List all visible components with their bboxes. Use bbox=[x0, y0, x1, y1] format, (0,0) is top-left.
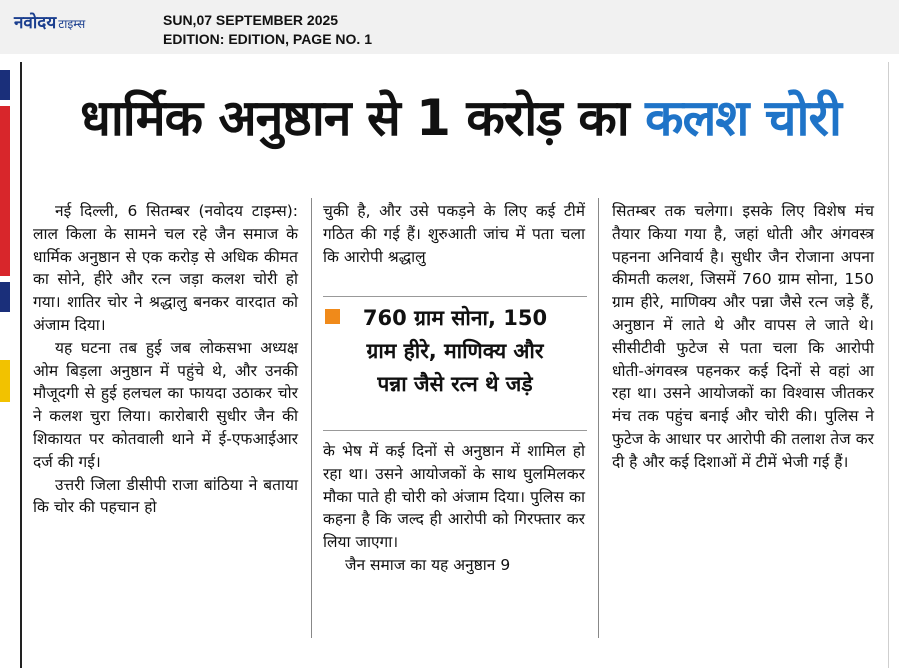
logo-main-text: नवोदय bbox=[14, 13, 57, 33]
subhead-line: पन्ना जैसे रत्न थे जड़े bbox=[377, 372, 533, 396]
paragraph: नई दिल्ली, 6 सितम्बर (नवोदय टाइम्स): लाल किला के सामने चल रहे जैन समाज के धार्मिक अनुष्ठान से एक करोड़ से अधिक कीमत का सोने, हीरे और रत्न जड़ा कलश चोरी हो गया। शातिर चोर ने श्रद्धालु बनकर वारदात को अंजाम दिया। bbox=[33, 202, 298, 334]
article-column-1 bbox=[33, 200, 298, 519]
adjacent-page-edge bbox=[0, 62, 12, 422]
date-line: SUN,07 SEPTEMBER 2025 bbox=[163, 12, 339, 28]
paragraph: के भेष में कई दिनों से अनुष्ठान में शामिल हो रहा था। उसने आयोजकों के साथ घुलमिलकर मौका पाते ही चोरी को अंजाम दिया। पुलिस का कहना है कि जल्द ही आरोपी को गिरफ्तार कर लिया जाएगा। bbox=[323, 442, 585, 552]
subhead-line: ग्राम हीरे, माणिक्य और bbox=[366, 339, 544, 363]
paragraph: चुकी है, और उसे पकड़ने के लिए कई टीमें गठित की गई हैं। शुरुआती जांच में पता चला कि आरोपी श्रद्धालु bbox=[323, 202, 585, 266]
paragraph: उत्तरी जिला डीसीपी राजा बांठिया ने बताया कि चोर की पहचान हो bbox=[33, 475, 298, 517]
subhead-line: 760 ग्राम सोना, 150 bbox=[362, 306, 548, 330]
paragraph: यह घटना तब हुई जब लोकसभा अध्यक्ष ओम बिड़ला अनुष्ठान में पहुंचे थे, और उनकी मौजूदगी से हुई हलचल का फायदा उठाकर चोर ने कलश चुरा लिया। कारोबारी सुधीर जैन की शिकायत पर कोतवाली थाने में ई-एफआईआर दर्ज की गई। bbox=[33, 338, 298, 471]
subhead-rule bbox=[323, 430, 587, 431]
logo-sub-text: टाइम्स bbox=[58, 17, 86, 31]
newspaper-logo bbox=[14, 10, 85, 33]
article-column-3 bbox=[612, 200, 874, 474]
paragraph: जैन समाज का यह अनुष्ठान 9 bbox=[345, 555, 511, 574]
article-column-2-top bbox=[323, 200, 585, 268]
edition-info bbox=[163, 11, 372, 49]
column-divider bbox=[598, 198, 599, 638]
edition-line: EDITION: EDITION, PAGE NO. 1 bbox=[163, 31, 372, 47]
headline-part-2: कलश चोरी bbox=[645, 89, 841, 147]
subhead-rule bbox=[323, 296, 587, 297]
clip-left-border bbox=[20, 62, 22, 668]
headline-part-1: धार्मिक अनुष्ठान से 1 करोड़ का bbox=[80, 89, 629, 147]
masthead-bar bbox=[0, 0, 899, 54]
column-divider bbox=[311, 198, 312, 638]
paragraph: सितम्बर तक चलेगा। इसके लिए विशेष मंच तैयार किया गया है, जहां धोती और अंगवस्त्र पहनना अनिवार्य है। सुधीर जैन रोजाना अपना कीमती कलश, जिसमें 760 ग्राम सोना, 150 ग्राम हीरे, माणिक्य और पन्ना जैसे रत्न जड़े हैं, अनुष्ठान में लाते थे और वापस ले जाते थे। सीसीटीवी फुटेज से पता चला कि आरोपी धोती-अंगवस्त्र पहनकर कई दिनों से वहां आ रहा था। उसने आयोजकों का विश्वास जीतकर मंच तक पहुंच बनाई और चोरी की। पुलिस ने फुटेज के आधार पर आरोपी की तलाश तेज कर दी है और कई दिशाओं में टीमें भेजी गई हैं। bbox=[612, 202, 874, 471]
article-headline bbox=[38, 78, 883, 158]
article-column-2-bottom bbox=[323, 440, 585, 577]
clip-right-border bbox=[888, 62, 889, 668]
